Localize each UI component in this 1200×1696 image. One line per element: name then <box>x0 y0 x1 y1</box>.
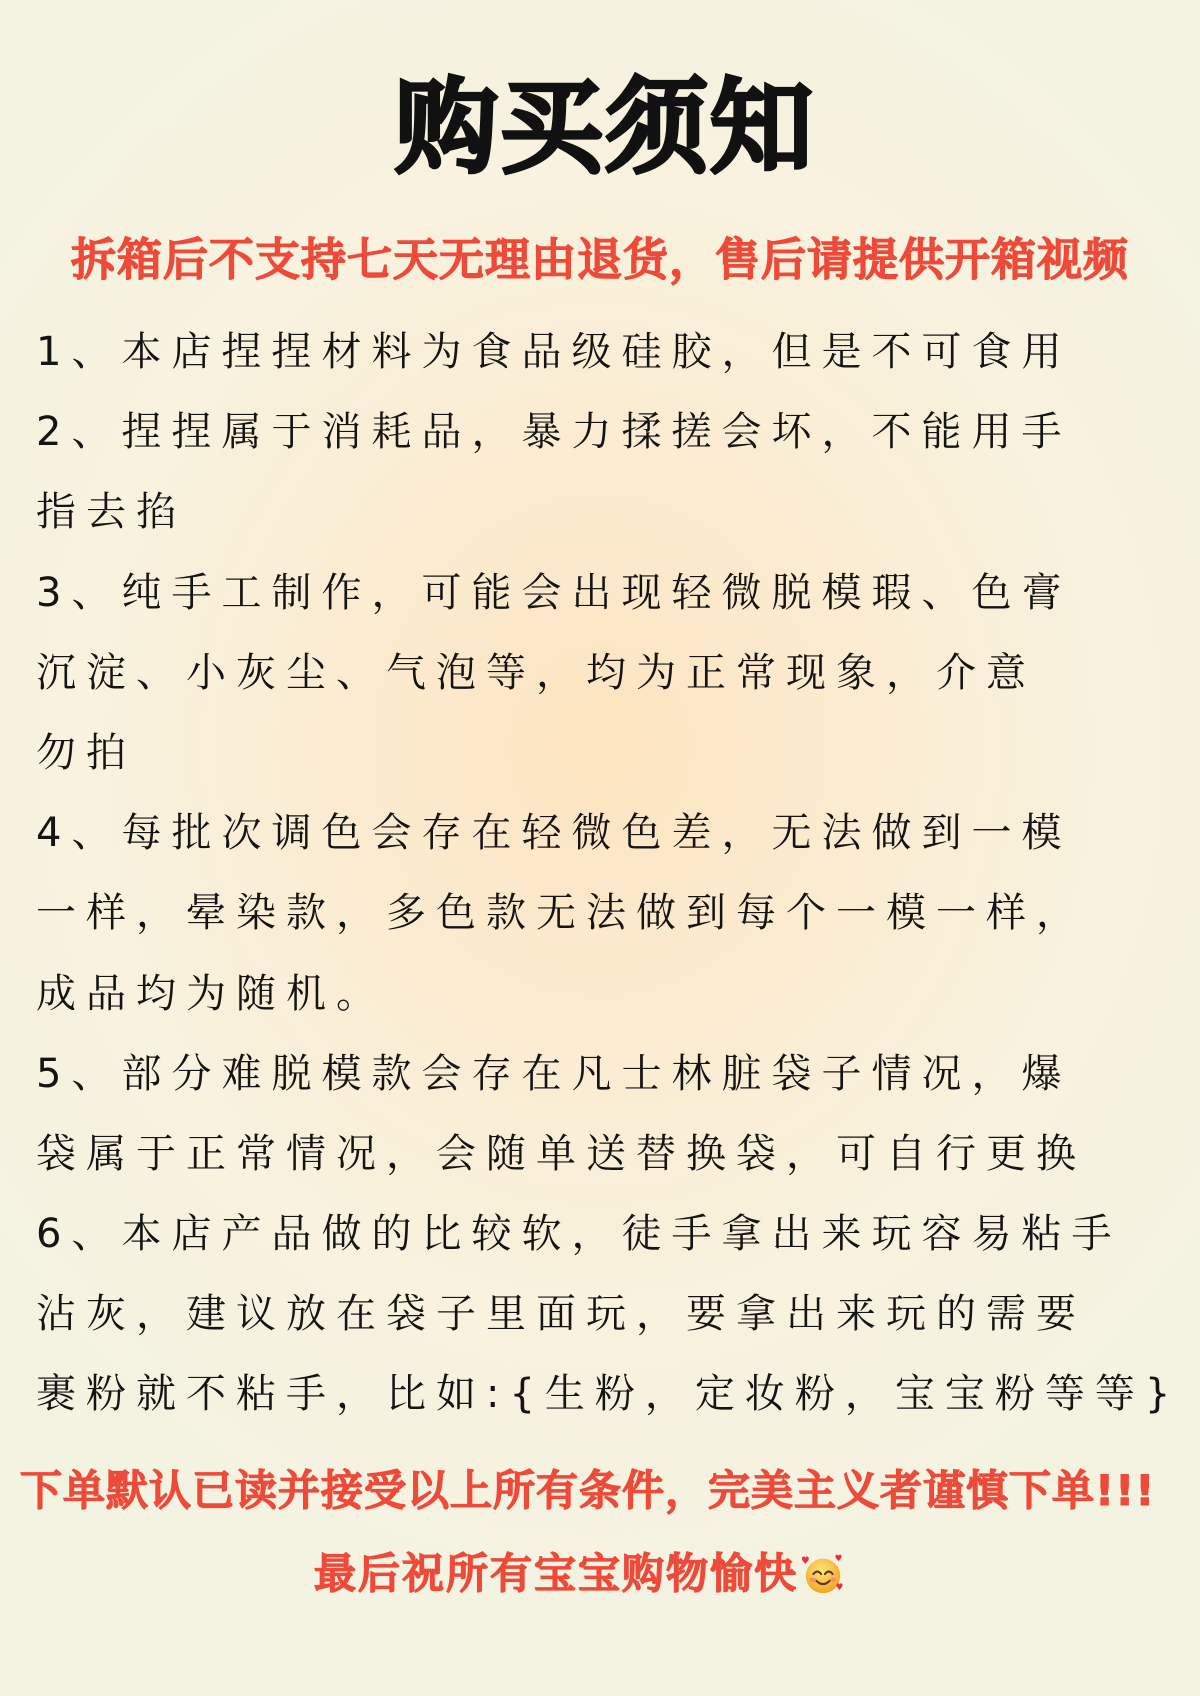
rule-item-1 <box>36 312 1196 392</box>
rule-line: 成品均为随机。 <box>36 970 386 1017</box>
rule-line: 4、每批次调色会存在轻微色差，无法做到一模 <box>36 810 1072 857</box>
rule-item-5 <box>36 1034 1196 1194</box>
closing-wish <box>314 1544 846 1604</box>
order-acceptance-warning: 下单默认已读并接受以上所有条件，完美主义者谨慎下单!!! <box>20 1466 1156 1515</box>
rule-line: 指去掐 <box>36 489 186 536</box>
rule-item-3 <box>36 553 1196 794</box>
rule-line: 裹粉就不粘手，比如:{生粉，定妆粉，宝宝粉等等} <box>36 1371 1181 1418</box>
rule-line: 沾灰，建议放在袋子里面玩，要拿出来玩的需要 <box>36 1291 1086 1338</box>
rule-line: 1、本店捏捏材料为食品级硅胶，但是不可食用 <box>36 329 1072 375</box>
return-policy-notice: 拆箱后不支持七天无理由退货，售后请提供开箱视频 <box>70 233 1129 286</box>
rule-item-4 <box>36 793 1196 1034</box>
closing-wish-text: 最后祝所有宝宝购物愉快 <box>314 1549 799 1598</box>
rule-line: 沉淀、小灰尘、气泡等，均为正常现象，介意 <box>36 649 1036 696</box>
rule-line: 2、捏捏属于消耗品，暴力揉搓会坏，不能用手 <box>36 409 1072 456</box>
rule-item-6 <box>36 1194 1196 1435</box>
smiling-face-with-hearts-icon <box>800 1551 846 1597</box>
rule-item-2 <box>36 392 1196 552</box>
rule-line: 袋属于正常情况，会随单送替换袋，可自行更换 <box>36 1130 1086 1177</box>
rule-line: 6、本店产品做的比较软，徒手拿出来玩容易粘手 <box>36 1211 1122 1258</box>
rule-line: 3、纯手工制作，可能会出现轻微脱模瑕、色膏 <box>36 569 1072 616</box>
rule-line: 一样，晕染款，多色款无法做到每个一模一样， <box>36 890 1086 937</box>
rules-list <box>36 312 1196 1435</box>
rule-line: 勿拍 <box>36 729 136 776</box>
page-title: 购买须知 <box>395 67 815 188</box>
rule-line: 5、部分难脱模款会存在凡士林脏袋子情况，爆 <box>36 1050 1072 1097</box>
